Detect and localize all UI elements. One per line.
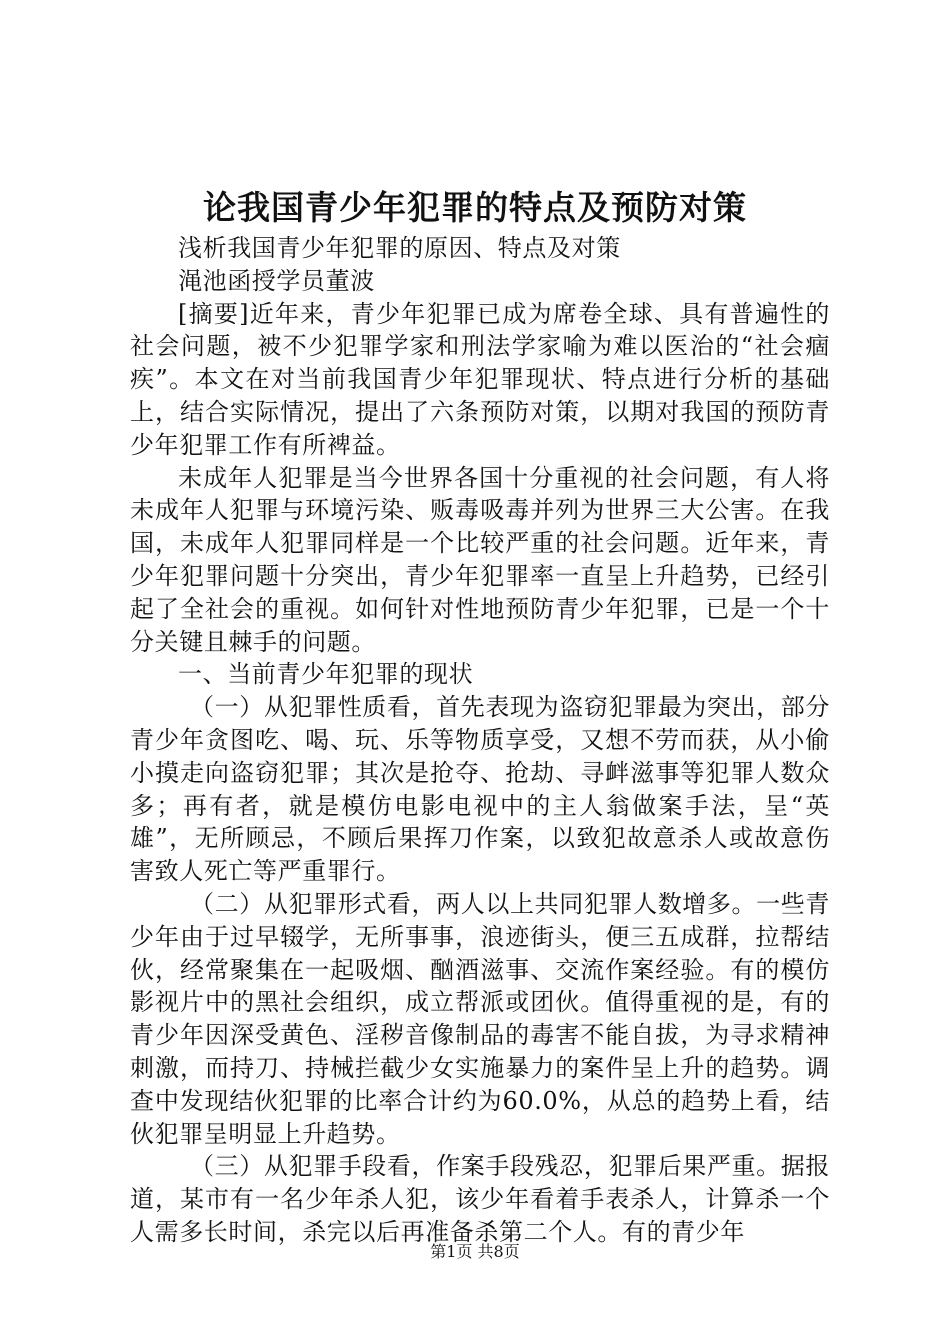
subsection-paragraph-3: （三）从犯罪手段看，作案手段残忍，犯罪后果严重。据报道，某市有一名少年杀人犯，该少年看着手表杀人，计算杀一个人需多长时间，杀完以后再准备杀第二个人。有的青少年 — [130, 1152, 830, 1246]
section-heading: 一、当前青少年犯罪的现状 — [178, 660, 474, 689]
author-paragraph: 渑池函授学员董波 — [178, 266, 375, 295]
abstract-paragraph: [摘要]近年来，青少年犯罪已成为席卷全球、具有普遍性的社会问题，被不少犯罪学家和刑法学家喻为难以医治的“社会痼疾”。本文在对当前我国青少年犯罪现状、特点进行分析的基础上，结合实际情况，提出了六条预防对策，以期对我国的预防青少年犯罪工作有所裨益。 — [130, 299, 830, 459]
subsection-paragraph-1: （一）从犯罪性质看，首先表现为盗窃犯罪最为突出，部分青少年贪图吃、喝、玩、乐等物质享受，又想不劳而获，从小偷小摸走向盗窃犯罪；其次是抢夺、抢劫、寻衅滋事等犯罪人数众多；再有者，就是模仿电影电视中的主人翁做案手法，呈“英雄”，无所顾忌，不顾后果挥刀作案，以致犯故意杀人或故意伤害致人死亡等严重罪行。 — [130, 693, 830, 886]
page-footer: 第1页 共8页 — [430, 1242, 520, 1261]
intro-paragraph: 未成年人犯罪是当今世界各国十分重视的社会问题，有人将未成年人犯罪与环境污染、贩毒吸毒并列为世界三大公害。在我国，未成年人犯罪同样是一个比较严重的社会问题。近年来，青少年犯罪问题十分突出，青少年犯罪率一直呈上升趋势，已经引起了全社会的重视。如何针对性地预防青少年犯罪，已是一个十分关键且棘手的问题。 — [130, 463, 830, 656]
document-body — [130, 232, 830, 1249]
document-title: 论我国青少年犯罪的特点及预防对策 — [203, 188, 747, 227]
subsection-paragraph-2: （二）从犯罪形式看，两人以上共同犯罪人数增多。一些青少年由于过早辍学，无所事事，浪迹街头，便三五成群，拉帮结伙，经常聚集在一起吸烟、酗酒滋事、交流作案经验。有的模仿影视片中的黑社会组织，成立帮派或团伙。值得重视的是，有的青少年因深受黄色、淫秽音像制品的毒害不能自拔，为寻求精神刺激，而持刀、持械拦截少女实施暴力的案件呈上升的趋势。调查中发现结伙犯罪的比率合计约为60.0%，从总的趋势上看，结伙犯罪呈明显上升趋势。 — [130, 889, 830, 1148]
subtitle-paragraph: 浅析我国青少年犯罪的原因、特点及对策 — [178, 234, 621, 262]
